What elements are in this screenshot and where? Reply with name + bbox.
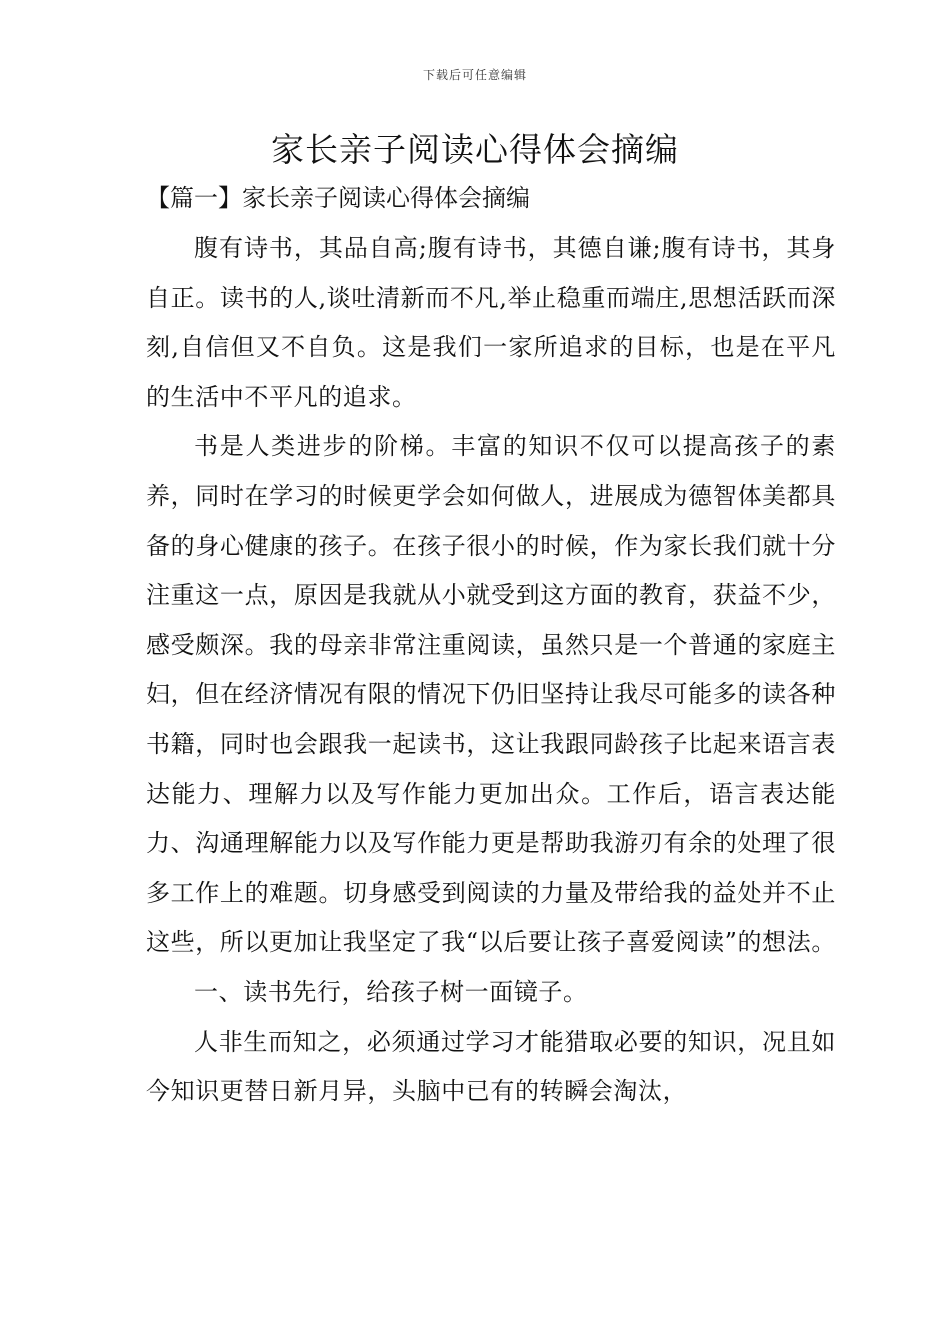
document-body	[146, 224, 836, 1117]
body-paragraph: 书是人类进步的阶梯。丰富的知识不仅可以提高孩子的素养，同时在学习的时候更学会如何做人，进展成为德智体美都具备的身心健康的孩子。在孩子很小的时候，作为家长我们就十分注重这一点，原因是我就从小就受到这方面的教育，获益不少，感受颇深。我的母亲非常注重阅读，虽然只是一个普通的家庭主妇，但在经济情况有限的情况下仍旧坚持让我尽可能多的读各种书籍，同时也会跟我一起读书，这让我跟同龄孩子比起来语言表达能力、理解力以及写作能力更加出众。工作后，语言表达能力、沟通理解能力以及写作能力更是帮助我游刃有余的处理了很多工作上的难题。切身感受到阅读的力量及带给我的益处并不止这些，所以更加让我坚定了我“以后要让孩子喜爱阅读”的想法。	[146, 432, 836, 957]
document-title: 家长亲子阅读心得体会摘编	[271, 130, 679, 169]
header-note: 下载后可任意编辑	[422, 68, 527, 82]
body-paragraph: 一、读书先行，给孩子树一面镜子。	[194, 977, 588, 1006]
body-paragraph: 人非生而知之，必须通过学习才能猎取必要的知识，况且如今知识更替日新月异，头脑中已有的转瞬会淘汰，	[146, 1027, 836, 1106]
section-heading: 【篇一】家长亲子阅读心得体会摘编	[146, 184, 530, 212]
body-paragraph: 腹有诗书，其品自高;腹有诗书，其德自谦;腹有诗书，其身自正。读书的人,谈吐清新而不凡,举止稳重而端庄,思想活跃而深刻,自信但又不自负。这是我们一家所追求的目标，也是在平凡的生活中不平凡的追求。	[146, 234, 836, 411]
